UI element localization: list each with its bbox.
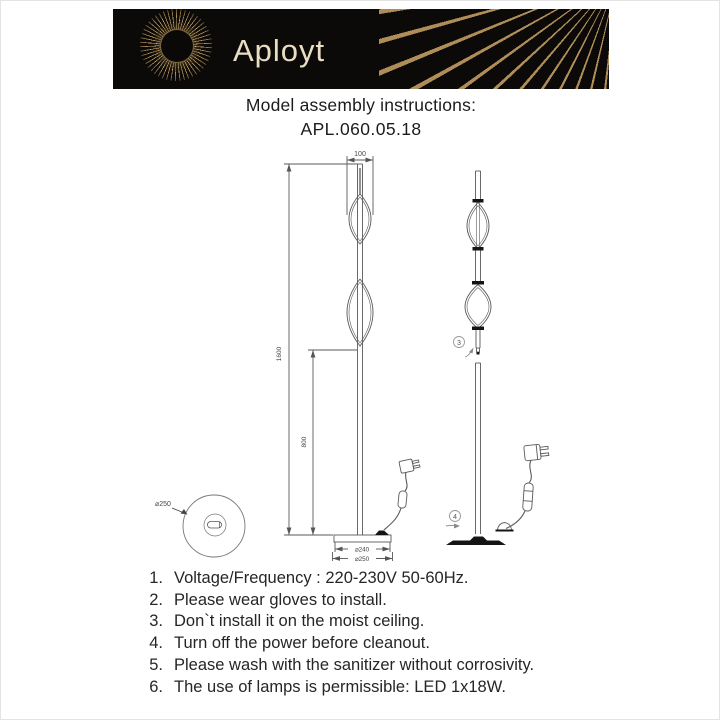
list-item [1,611,720,633]
dimension-base-diameters [333,542,393,563]
lamp-pole [358,164,363,535]
dimension-top-width [347,151,373,215]
callout-4 [446,511,461,529]
connector-pin [477,352,480,355]
list-item [1,655,720,677]
brand-name: Aployt [233,33,326,68]
list-item [1,568,720,590]
technical-drawing [1,141,720,601]
power-plug-left [384,458,420,530]
item-number: 2. [149,590,163,609]
inline-switch-left [398,491,408,509]
dim-label-1600: 1600 [276,346,283,362]
item-text: Voltage/Frequency : 220-230V 50-60Hz. [174,569,469,587]
item-number: 5. [149,655,163,674]
callout-3-label: 3 [457,337,461,347]
callout-3 [454,337,474,358]
item-text: Don`t install it on the moist ceiling. [174,612,425,631]
base-front-view [446,537,506,546]
instructions-list [1,568,720,698]
list-item [1,677,720,699]
item-number: 3. [149,612,163,631]
brand-banner [113,9,609,89]
lower-section [476,363,481,534]
item-text: Turn off the power before cleanout. [174,634,430,653]
dim-label-240: ⌀240 [354,546,370,554]
title-line1: Model assembly instructions: [245,95,477,115]
drawing-svg [1,141,720,601]
dim-label-800: 800 [301,436,308,448]
item-number: 1. [149,569,163,587]
left-drawing [276,151,420,563]
callout-4-label: 4 [453,511,457,521]
model-number: APL.060.05.18 [300,119,422,139]
item-number: 6. [149,677,163,696]
item-text: Please wash with the sanitizer without corrosivity. [174,655,535,674]
dim-label-250: ⌀250 [354,556,370,563]
inline-switch-right [523,483,534,512]
base-detail-view [155,495,245,557]
gold-rays-decoration [379,9,609,89]
right-drawing [446,171,549,545]
list-item [1,633,720,655]
callout-3-arrow-icon [469,348,474,354]
item-text: The use of lamps is permissible: LED 1x18W. [174,677,506,696]
dimension-total-height [276,164,358,535]
callout-4-arrow-icon [454,524,460,529]
starburst-logo-core [160,29,194,63]
dimension-pole-height [301,350,357,535]
dim-label-100: 100 [354,151,366,158]
list-item [1,590,720,612]
lower-leaf-diffuser [347,279,373,346]
cable-dome-connector [496,523,514,532]
upper-section [465,171,491,355]
item-text: Please wear gloves to install. [174,590,387,609]
title-block [1,95,720,140]
cord-anchor [375,531,389,536]
item-number: 4. [149,634,163,653]
upper-leaf-diffuser [349,194,371,244]
power-plug-right [506,443,549,528]
dim-label-detail-250: ⌀250 [155,501,171,508]
